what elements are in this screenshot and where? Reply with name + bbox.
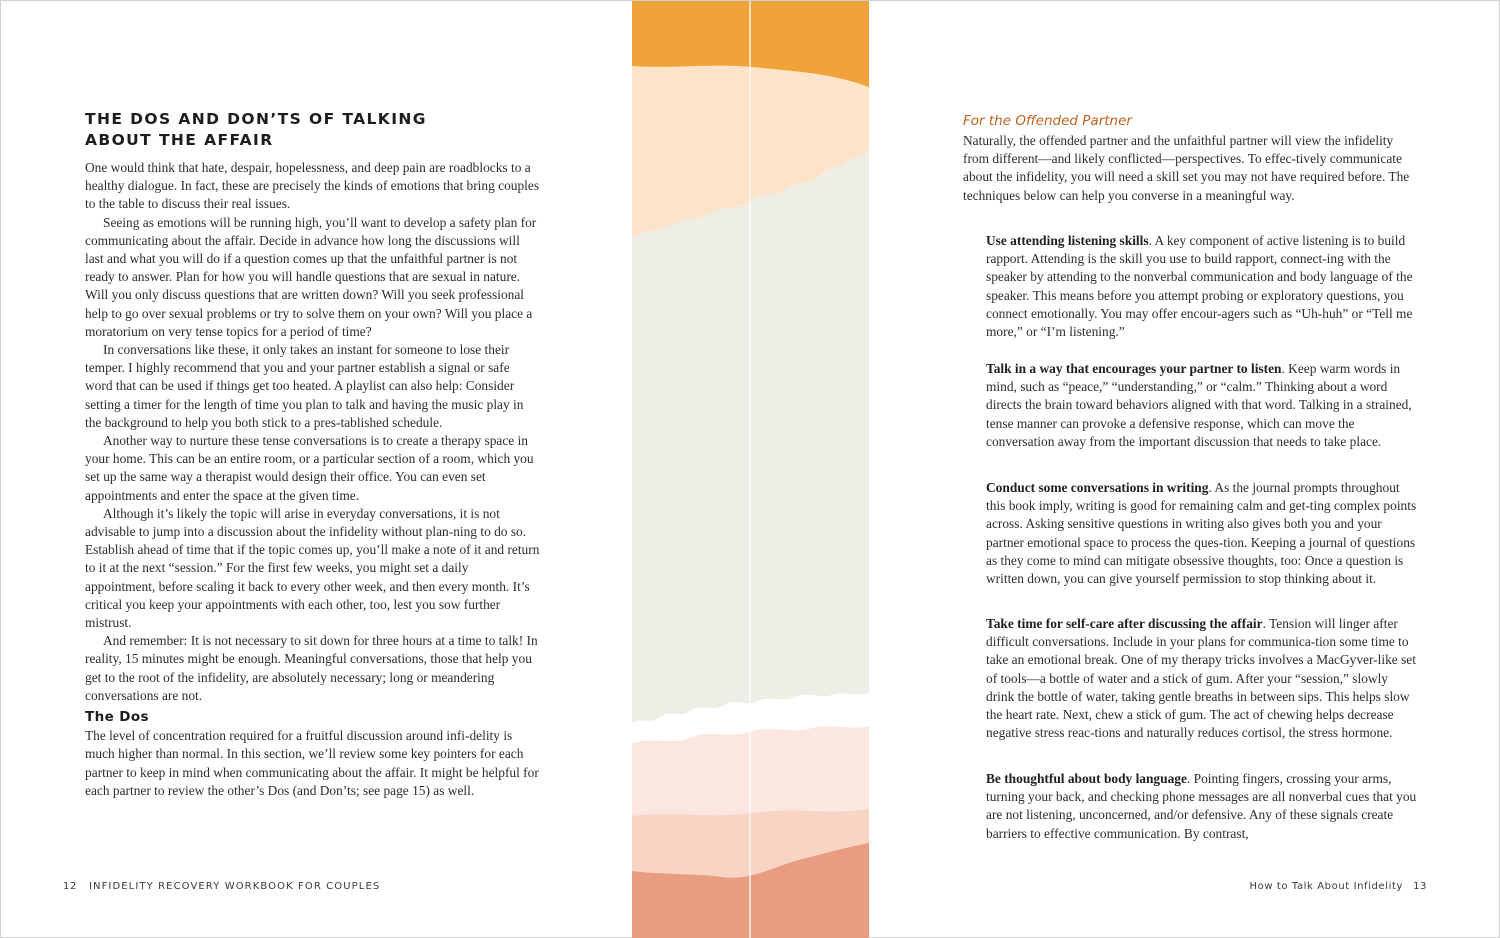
tip-title: Conduct some conversations in writing: [986, 480, 1209, 495]
intro-paragraph: [963, 132, 1418, 205]
tip-item: [986, 479, 1418, 588]
paragraph: In conversations like these, it only takes an instant for someone to lose their temper. I highly recommend that you and your partner establish a signal or safe word that can be used if things get too heated. A playlist can also help: Consider setting a timer for the length of time you plan to talk and having the music play in the background to help you both stick to a pres-tablished schedule.: [85, 342, 524, 430]
dos-heading: The Dos: [85, 709, 149, 726]
paragraph: And remember: It is not necessary to sit down for three hours at a time to talk! In reality, 15 minutes might be enough. Meaningful conversations, those that help you get to the root of the infidelity, are absolutely necessary; long or meandering conversations are not.: [85, 633, 538, 703]
tip-item: [986, 360, 1418, 451]
tip-title: Be thoughtful about body language: [986, 771, 1187, 786]
paragraph: Seeing as emotions will be running high, you’ll want to develop a safety plan for communicating about the affair. Decide in advance how long the discussions will last and what you will do if a question comes up that the unfaithful partner is not ready to answer. Plan for how you will handle questions that are sexual in nature. Will you only discuss questions that are written down? Will you seek professional help to go over sexual problems or try to solve them on your own? Will you place a moratorium on very tense topics for a period of time?: [85, 214, 537, 339]
tip-item: [986, 232, 1418, 341]
paragraph: Although it’s likely the topic will arise in everyday conversations, it is not advisable to jump into a discussion about the infidelity without plan-ning to do so. Establish ahead of time that if the topic comes up, you’ll make a note of it and return to it at the next “session.” For the first few weeks, you might set a daily appointment, before scaling it back to every other week, and then every month. It’s critical you keep your appointments with each other, too, lest you sow further mistrust.: [85, 505, 540, 631]
right-footer: [1249, 881, 1427, 892]
left-footer: [63, 881, 380, 892]
tip-title: Use attending listening skills: [986, 233, 1149, 248]
dos-paragraph: The level of concentration required for a fruitful discussion around infi-delity is much higher than normal. In this section, we’ll review some key pointers for each partner to keep in mind when communicating about the affair. It might be helpful for each partner to review the other’s Dos (and Don’ts; see page 15) as well.: [85, 728, 539, 798]
right-page: [963, 1, 1418, 938]
tip-text: . Tension will linger after difficult conversations. Include in your plans for communica-tion some time to take an emotional break. One of my therapy tricks involves a MacGyver-like set of tools—a bottle of water and a stick of gum. After your “session,” slowly drink the bottle of water, taking gentle breaths in between sips. This helps slow the heart rate. Next, chew a stick of gum. The act of chewing helps decrease negative stress reac-tions and naturally reduces cortisol, the stress hormone.: [986, 616, 1416, 741]
left-body: [85, 159, 540, 800]
tip-title: Talk in a way that encourages your partner to listen: [986, 361, 1282, 376]
running-title-right: How to Talk About Infidelity: [1249, 881, 1404, 892]
tip-text: . Keep warm words in mind, such as “peace,” “understanding,” or “calm.” Thinking about a word directs the brain toward behaviors aligned with that word. Talking in a strained, tense manner can provoke a defensive response, which can move the conversation away from the important discussion that needs to take place.: [986, 361, 1412, 449]
tip-text: . A key component of active listening is to build rapport. Attending is the skill you use to build rapport, connect-ing with the speaker by attending to the nonverbal communication and body language of the speaker. This means before you attempt probing or exploratory questions, you connect emotionally. You may offer encour-agers such as “Uh-huh” or “Tell me more,” or “I’m listening.”: [986, 233, 1413, 340]
decorative-center-band: [632, 1, 869, 938]
page-number-left: 12: [63, 881, 77, 892]
tip-text: . Pointing fingers, crossing your arms, turning your back, and checking phone messages are all nonverbal cues that you are not listening, unconcerned, and/or defensive. Any of these signals create barriers to effective communication. By contrast,: [986, 771, 1417, 841]
offended-partner-subheading: For the Offended Partner: [963, 113, 1132, 129]
intro-text: Naturally, the offended partner and the unfaithful partner will view the infidelity from different—and likely conflicted—perspectives. To effec-tively communicate about the infidelity, you will need a skill set you may not have required before. The techniques below can help you converse in a meaningful way.: [963, 133, 1410, 203]
page-number-right: 13: [1413, 881, 1427, 892]
left-page: [85, 1, 540, 938]
paragraph: One would think that hate, despair, hopelessness, and deep pain are roadblocks to a healthy dialogue. In fact, these are precisely the kinds of emotions that bring couples to the table to discuss their real issues.: [85, 160, 540, 212]
tip-title: Take time for self-care after discussing the affair: [986, 616, 1263, 631]
running-title-left: INFIDELITY RECOVERY WORKBOOK FOR COUPLES: [88, 881, 381, 892]
section-heading: THE DOS AND DON’TS OF TALKING ABOUT THE AFFAIR: [85, 110, 427, 149]
paragraph: Another way to nurture these tense conversations is to create a therapy space in your home. This can be an entire room, or a particular section of a room, which you set up the same way a therapist would design their office. You can even set appointments and enter the space at the given time.: [85, 433, 534, 503]
tip-item: [986, 770, 1418, 843]
tip-text: . As the journal prompts throughout this book imply, writing is good for remaining calm and get-ting complex points across. Asking sensitive questions in writing also gives both you and your partner emotional space to process the ques-tion. Keeping a journal of questions as they come to mind can mitigate obsessive thoughts, too: Once a question is written down, you can give yourself permission to stop thinking about it.: [986, 480, 1417, 587]
tip-item: [986, 615, 1418, 742]
